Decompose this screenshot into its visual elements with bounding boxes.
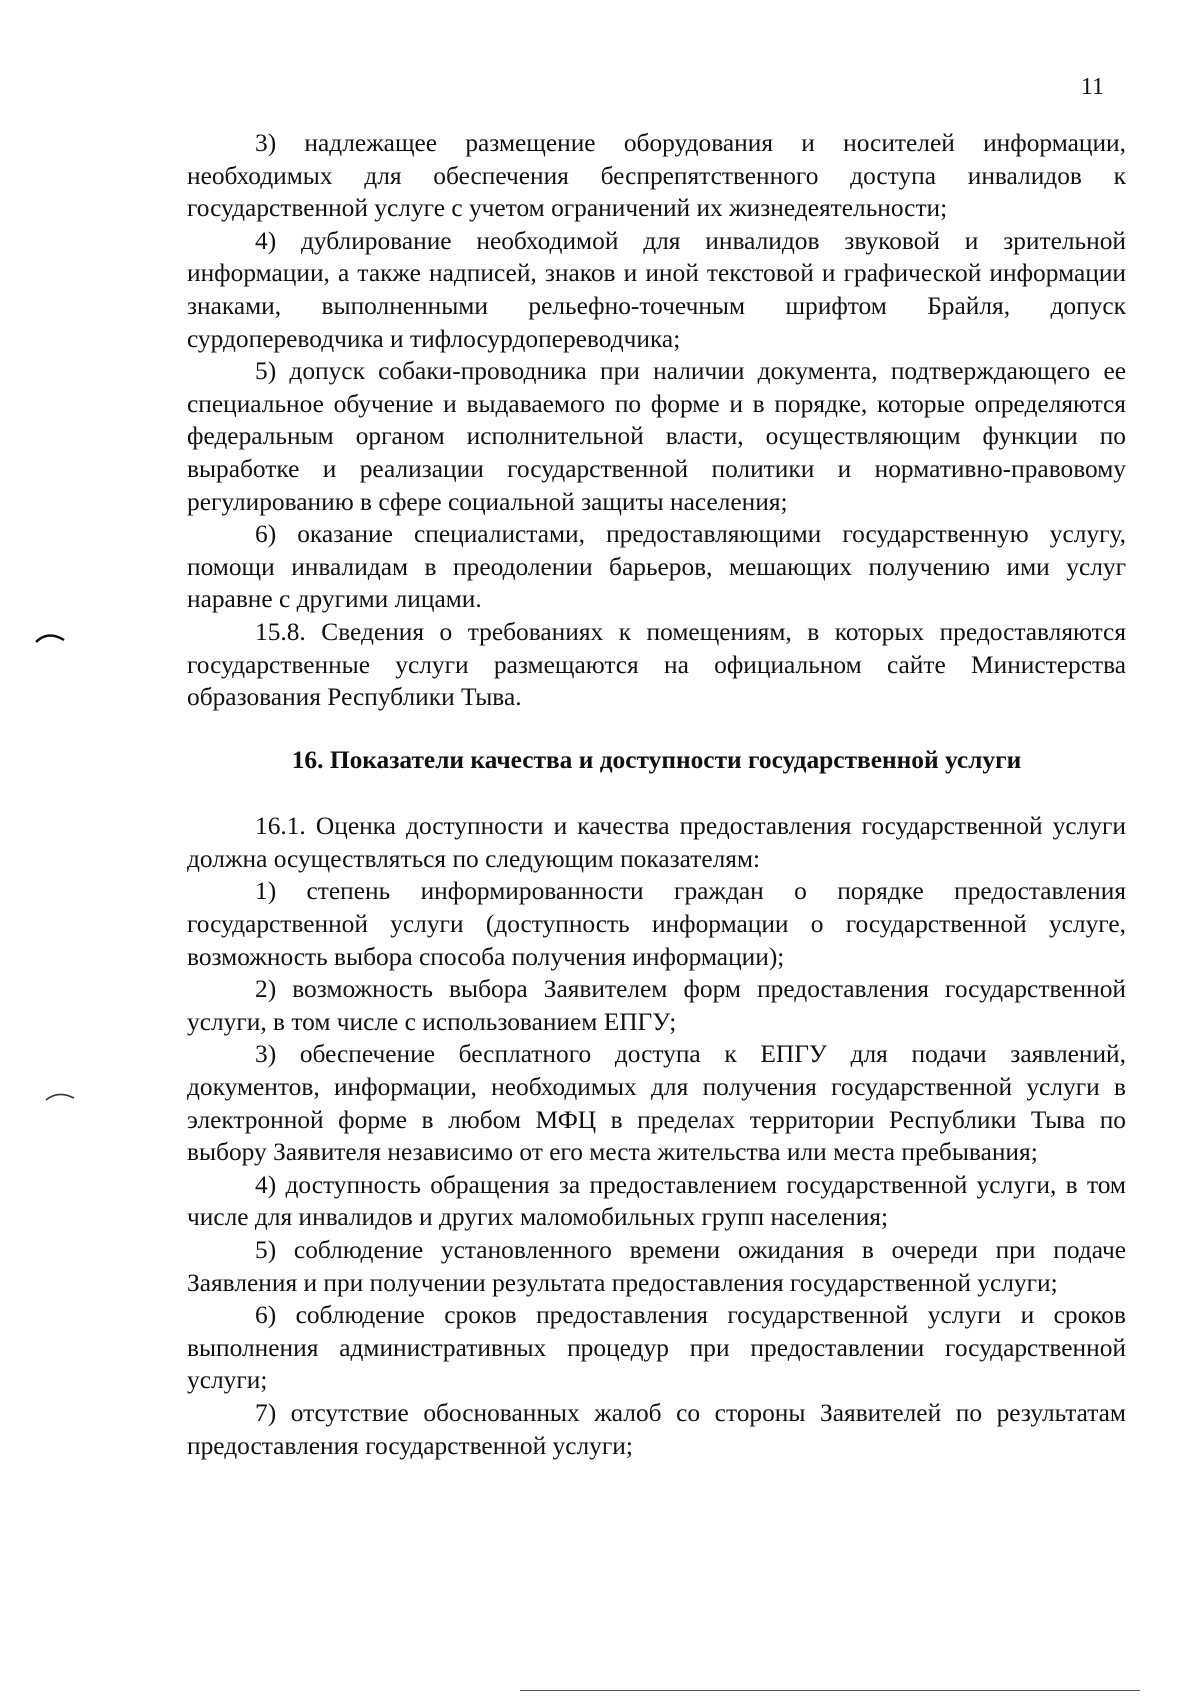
scan-edge-line: [520, 1690, 1140, 1691]
paragraph: 3) обеспечение бесплатного доступа к ЕПГУ для подачи заявлений, документов, информации, необходимых для получения государственной услуги в электронной форме в любом МФЦ в пределах территории Республики Тыва по выбору Заявителя независимо от его места жительства или места пребывания;: [187, 1040, 1126, 1167]
paragraph: 2) возможность выбора Заявителем форм предоставления государственной услуги, в том числе с использованием ЕПГУ;: [187, 975, 1126, 1036]
paragraph: 3) надлежащее размещение оборудования и носителей информации, необходимых для обеспечения беспрепятственного доступа инвалидов к государственной услуге с учетом ограничений их жизнедеятельности;: [187, 129, 1126, 223]
paragraph: 7) отсутствие обоснованных жалоб со стороны Заявителей по результатам предоставления государственной услуги;: [187, 1398, 1126, 1460]
paragraph: 5) допуск собаки-проводника при наличии документа, подтверждающего ее специальное обучение и выдаваемого по форме и в порядке, которые определяются федеральным органом исполнительной власти, осуществляющим функции по выработке и реализации государственной политики и нормативно-правовому регулированию в сфере социальной защиты населения;: [187, 357, 1126, 516]
page-number: 11: [1080, 74, 1104, 100]
paragraph: 6) соблюдение сроков предоставления государственной услуги и сроков выполнения административных процедур при предоставлении государственной услуги;: [187, 1301, 1126, 1395]
paragraph: 1) степень информированности граждан о порядке предоставления государственной услуги (доступность информации о государственной услуге, возможность выбора способа получения информации);: [187, 877, 1126, 971]
paragraph: 4) дублирование необходимой для инвалидов звуковой и зрительной информации, а также надписей, знаков и иной текстовой и графической информации знаками, выполненными рельефно-точечным шрифтом Брайля, допуск сурдопереводчика и тифлосурдопереводчика;: [187, 226, 1126, 353]
paragraph: 16.1. Оценка доступности и качества предоставления государственной услуги должна осуществляться по следующим показателям:: [187, 812, 1126, 873]
paragraph: 4) доступность обращения за предоставлением государственной услуги, в том числе для инвалидов и других маломобильных групп населения;: [187, 1170, 1126, 1232]
paragraph: 5) соблюдение установленного времени ожидания в очереди при подаче Заявления и при получении результата предоставления государственной услуги;: [187, 1236, 1126, 1297]
document-body: [187, 127, 1126, 1462]
section-heading: 16. Показатели качества и доступности государственной услуги: [291, 745, 1022, 774]
scan-mark-lower: [44, 1088, 78, 1102]
paragraph: 15.8. Сведения о требованиях к помещениям, в которых предоставляются государственные услуги размещаются на официальном сайте Министерства образования Республики Тыва.: [187, 617, 1126, 712]
scan-mark-upper: [34, 630, 68, 644]
paragraph: 6) оказание специалистами, предоставляющими государственную услугу, помощи инвалидам в преодолении барьеров, мешающих получению ими услуг наравне с другими лицами.: [187, 520, 1126, 614]
